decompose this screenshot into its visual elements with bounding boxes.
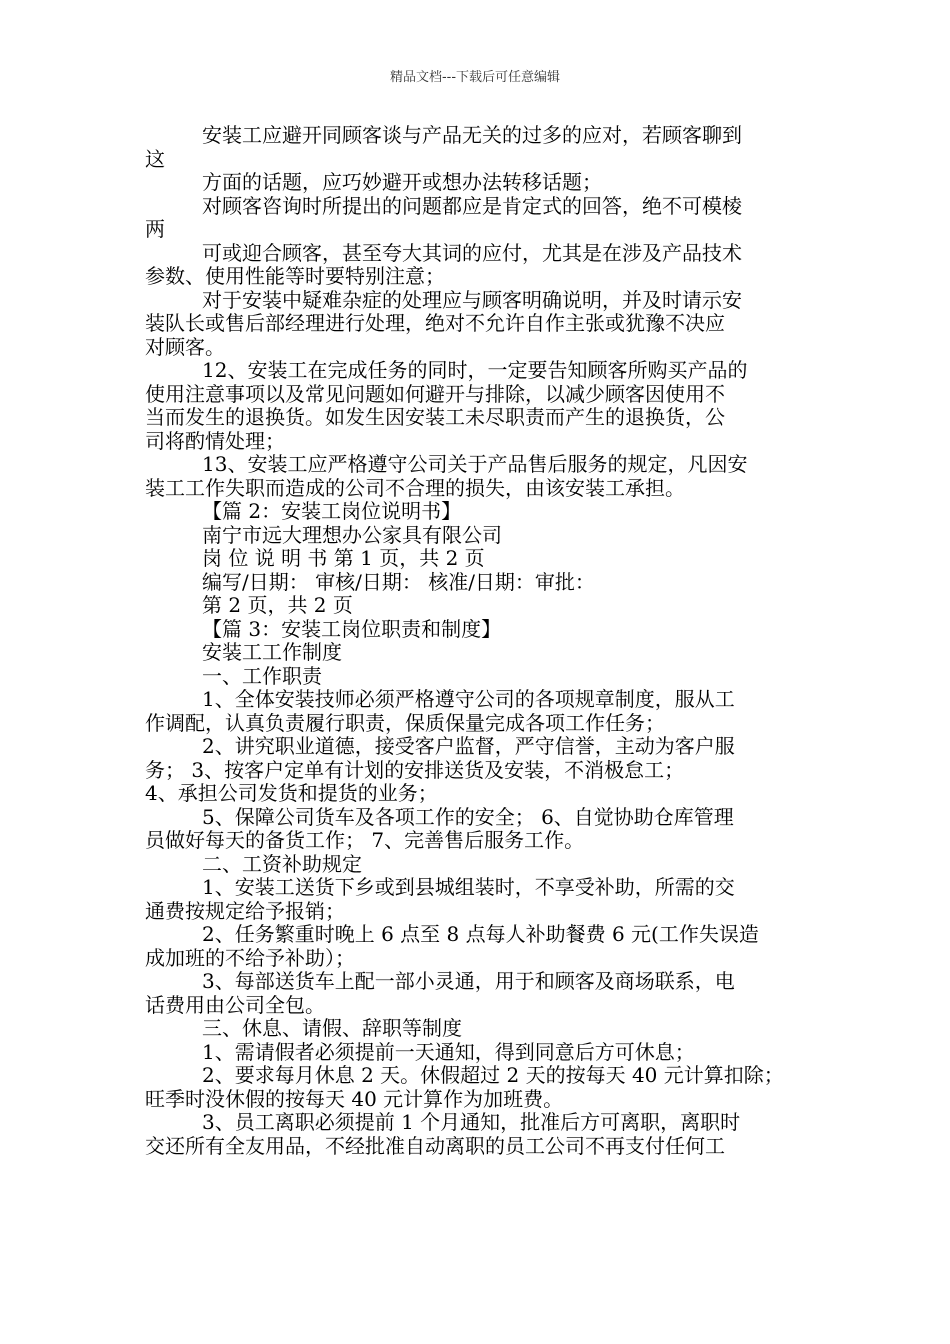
text-line: 1、安装工送货下乡或到县城组装时，不享受补助，所需的交 xyxy=(202,875,735,899)
text-line: 南宁市远大理想办公家具有限公司 xyxy=(202,522,502,547)
text-line: 对于安装中疑难杂症的处理应与顾客明确说明，并及时请示安 xyxy=(202,287,742,312)
text-line: 安装工应避开同顾客谈与产品无关的过多的应对，若顾客聊到 xyxy=(202,123,742,147)
text-line: 1、需请假者必须提前一天通知，得到同意后方可休息； xyxy=(202,1039,695,1064)
text-line: 2、讲究职业道德，接受客户监督，严守信誉，主动为客户服 xyxy=(202,734,735,758)
text-line: 装工工作失职而造成的公司不合理的损失，由该安装工承担。 xyxy=(145,475,685,500)
text-line: 两 xyxy=(145,217,165,241)
text-line: 成加班的不给予补助）； xyxy=(145,945,355,970)
text-line: 通费按规定给予报销； xyxy=(145,898,345,923)
text-line: 一、工作职责 xyxy=(202,663,322,688)
text-line: 参数、使用性能等时要特别注意； xyxy=(145,264,445,288)
text-line: 这 xyxy=(145,146,165,171)
text-line: 12、安装工在完成任务的同时，一定要告知顾客所购买产品的 xyxy=(202,358,748,382)
text-line: 当而发生的退换货。如发生因安装工未尽职责而产生的退换货，公 xyxy=(145,405,725,429)
text-line: 2、要求每月休息 2 天。休假超过 2 天的按每天 40 元计算扣除； xyxy=(202,1063,784,1087)
text-line: 1、全体安装技师必须严格遵守公司的各项规章制度，服从工 xyxy=(202,687,735,711)
text-line: 5、保障公司货车及各项工作的安全； 6、自觉协助仓库管理 xyxy=(202,804,734,829)
text-line: 使用注意事项以及常见问题如何避开与排除，以减少顾客因使用不 xyxy=(145,381,725,406)
text-line: 司将酌情处理； xyxy=(145,428,285,453)
text-line: 务； 3、按客户定单有计划的安排送货及安装，不消极怠工； xyxy=(145,757,685,782)
text-line: 安装工工作制度 xyxy=(202,640,342,664)
text-line: 二、工资补助规定 xyxy=(202,851,362,876)
text-line: 装队长或售后部经理进行处理，绝对不允许自作主张或犹豫不决应 xyxy=(145,311,725,335)
text-line: 作调配，认真负责履行职责，保质保量完成各项工作任务； xyxy=(145,710,665,735)
text-line: 对顾客咨询时所提出的问题都应是肯定式的回答，绝不可模棱 xyxy=(202,193,742,218)
text-line: 【篇 3：安装工岗位职责和制度】 xyxy=(202,616,502,641)
text-line: 3、每部送货车上配一部小灵通，用于和顾客及商场联系，电 xyxy=(202,969,735,993)
text-line: 岗 位 说 明 书 第 1 页，共 2 页 xyxy=(202,546,485,570)
text-line: 【篇 2：安装工岗位说明书】 xyxy=(202,499,462,523)
text-line: 交还所有全友用品，不经批准自动离职的员工公司不再支付任何工 xyxy=(145,1133,725,1158)
text-line: 13、安装工应严格遵守公司关于产品售后服务的规定，凡因安 xyxy=(202,452,748,476)
document-body xyxy=(145,124,810,1158)
text-line: 对顾客。 xyxy=(145,334,225,359)
text-line: 员做好每天的备货工作； 7、完善售后服务工作。 xyxy=(145,828,585,852)
text-line: 方面的话题，应巧妙避开或想办法转移话题； xyxy=(202,170,602,194)
text-line: 第 2 页，共 2 页 xyxy=(202,593,353,617)
text-line: 三、休息、请假、辞职等制度 xyxy=(202,1016,462,1040)
text-line: 2、任务繁重时晚上 6 点至 8 点每人补助餐费 6 元(工作失误造 xyxy=(202,922,759,946)
page-header: 精品文档---下载后可任意编辑 xyxy=(389,70,561,85)
text-line: 编写/日期： 审核/日期： 核准/日期：审批： xyxy=(202,569,595,594)
text-line: 旺季时没休假的按每天 40 元计算作为加班费。 xyxy=(145,1086,564,1111)
text-line: 话费用由公司全包。 xyxy=(145,992,325,1017)
text-line: 可或迎合顾客，甚至夸大其词的应付，尤其是在涉及产品技术 xyxy=(202,240,742,265)
text-line: 4、承担公司发货和提货的业务； xyxy=(145,781,438,805)
text-line: 3、员工离职必须提前 1 个月通知，批准后方可离职，离职时 xyxy=(202,1110,741,1134)
